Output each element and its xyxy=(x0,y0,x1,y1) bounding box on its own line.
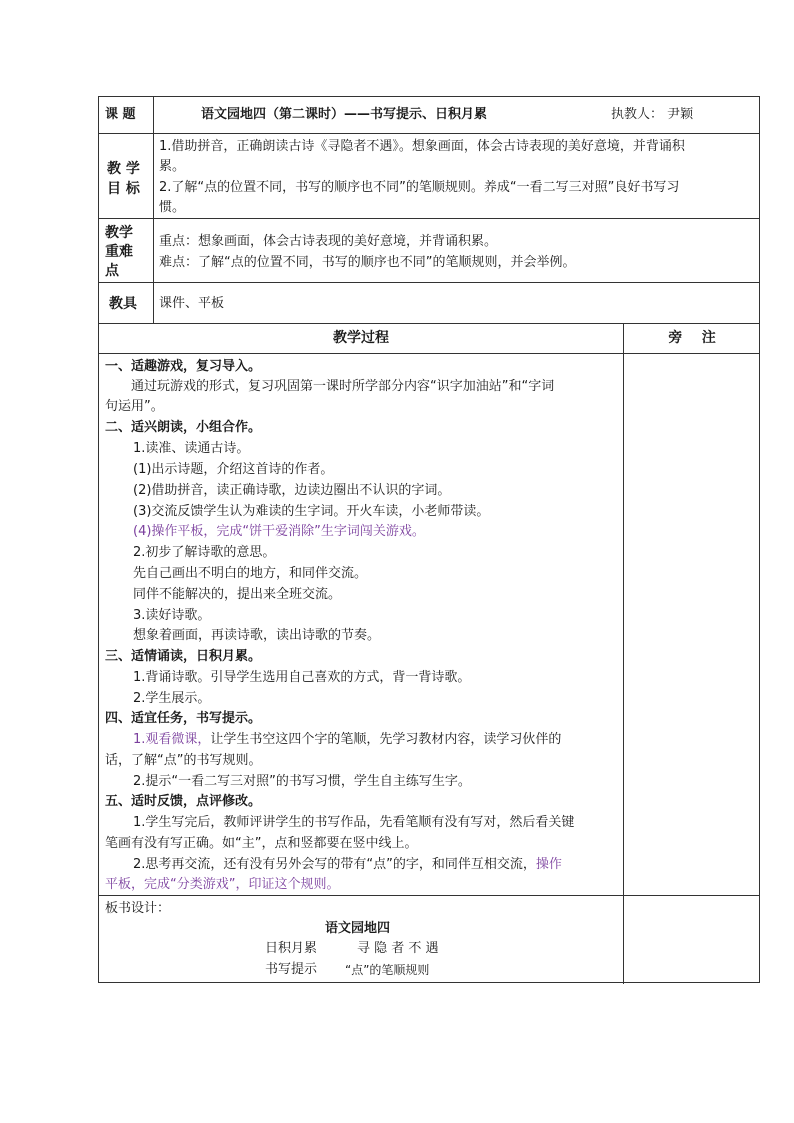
process-line: 先自己画出不明白的地方，和同伴交流。 xyxy=(133,566,368,581)
board-item: 日积月累 xyxy=(265,941,318,956)
process-line: 话，了解“点”的书写规则。 xyxy=(105,753,262,768)
section-title: 三、适情诵读，日积月累。 xyxy=(105,649,262,664)
section-title: 四、适宜任务，书写提示。 xyxy=(105,711,262,726)
board-label: 板书设计： xyxy=(105,901,171,916)
process-line-highlight: 平板，完成“分类游戏”，印证这个规则。 xyxy=(105,877,340,892)
board-item: “点”的笔顺规则 xyxy=(345,963,430,977)
keypoint-text: 重点：想象画面，体会古诗表现的美好意境，并背诵积累。 xyxy=(159,234,498,249)
process-line: 3.读好诗歌。 xyxy=(133,608,211,623)
lesson-plan-table xyxy=(98,96,760,983)
keypoints-label: 点 xyxy=(105,263,119,279)
keypoint-text: 难点：了解“点的位置不同，书写的顺序也不同”的笔顺规则，并会举例。 xyxy=(159,255,576,270)
section-title: 五、适时反馈，点评修改。 xyxy=(105,794,262,809)
objective-text: 惯。 xyxy=(159,200,186,215)
row-divider xyxy=(99,323,759,324)
process-line: (2)借助拼音，读正确诗歌，边读边圈出不认识的字词。 xyxy=(133,483,451,498)
process-line: 同伴不能解决的，提出来全班交流。 xyxy=(133,587,342,602)
process-line-highlight: 操作 xyxy=(535,857,562,872)
process-line: 1.学生写完后，教师评讲学生的书写作品，先看笔顺有没有写对，然后看关键 xyxy=(133,815,575,830)
board-item: 寻 隐 者 不 遇 xyxy=(357,941,439,956)
board-title: 语文园地四 xyxy=(325,921,391,936)
process-line: 2.初步了解诗歌的意思。 xyxy=(133,545,276,560)
row-divider xyxy=(99,353,759,354)
page-title: 语文园地四（第二课时）——书写提示、日积月累 xyxy=(201,107,488,122)
objectives-label: 教 学 xyxy=(107,161,140,177)
objective-text: 2.了解“点的位置不同，书写的顺序也不同”的笔顺规则。养成“一看二写三对照”良好书写习 xyxy=(159,180,680,195)
process-line-rest: 2.思考再交流，还有没有另外会写的带有“点”的字，和同伴互相交流， xyxy=(133,857,536,872)
tools-label: 教具 xyxy=(109,296,137,312)
process-line xyxy=(133,730,561,750)
keypoints-label: 教学 xyxy=(105,225,133,241)
section-title: 一、适趣游戏，复习导入。 xyxy=(105,359,262,374)
teacher-name: 执教人： 尹颖 xyxy=(611,107,694,122)
column-divider xyxy=(153,97,154,323)
tools-value: 课件、平板 xyxy=(159,296,225,311)
course-label: 课 题 xyxy=(105,107,136,122)
process-line: 2.学生展示。 xyxy=(133,691,211,706)
process-line: 笔画有没有写正确。如“主”，点和竖都要在竖中线上。 xyxy=(105,836,418,851)
process-line: 1.背诵诗歌。引导学生选用自己喜欢的方式，背一背诗歌。 xyxy=(133,670,471,685)
process-line-rest: 让学生书空这四个字的笔顺，先学习教材内容，读学习伙伴的 xyxy=(210,732,562,747)
notes-header: 旁 注 xyxy=(668,330,716,346)
process-header: 教学过程 xyxy=(333,330,389,346)
row-divider xyxy=(99,282,759,283)
objectives-label: 目 标 xyxy=(107,181,140,197)
process-line: 通过玩游戏的形式，复习巩固第一课时所学部分内容“识字加油站”和“字词 xyxy=(131,379,555,394)
process-line: (1)出示诗题，介绍这首诗的作者。 xyxy=(133,462,334,477)
row-divider xyxy=(99,895,759,896)
column-divider xyxy=(623,323,624,984)
board-item: 书写提示 xyxy=(265,962,318,977)
row-divider xyxy=(99,133,759,134)
process-line: 2.提示“一看二写三对照”的书写习惯，学生自主练写生字。 xyxy=(133,774,471,789)
process-line-highlight: 1.观看微课， xyxy=(133,732,211,747)
keypoints-label: 重难 xyxy=(105,244,133,260)
process-line-highlight: (4)操作平板，完成“饼干爱消除”生字词闯关游戏。 xyxy=(133,524,425,539)
process-line: 句运用”。 xyxy=(105,399,164,414)
process-line: 1.读准、读通古诗。 xyxy=(133,441,250,456)
section-title: 二、适兴朗读，小组合作。 xyxy=(105,420,262,435)
process-line: 想象着画面，再读诗歌，读出诗歌的节奏。 xyxy=(133,628,381,643)
objective-text: 1.借助拼音，正确朗读古诗《寻隐者不遇》。想象画面，体会古诗表现的美好意境，并背诵积 xyxy=(159,139,685,154)
process-line: (3)交流反馈学生认为难读的生字词。开火车读，小老师带读。 xyxy=(133,504,490,519)
process-line xyxy=(133,855,562,875)
row-divider xyxy=(99,218,759,219)
objective-text: 累。 xyxy=(159,159,186,174)
